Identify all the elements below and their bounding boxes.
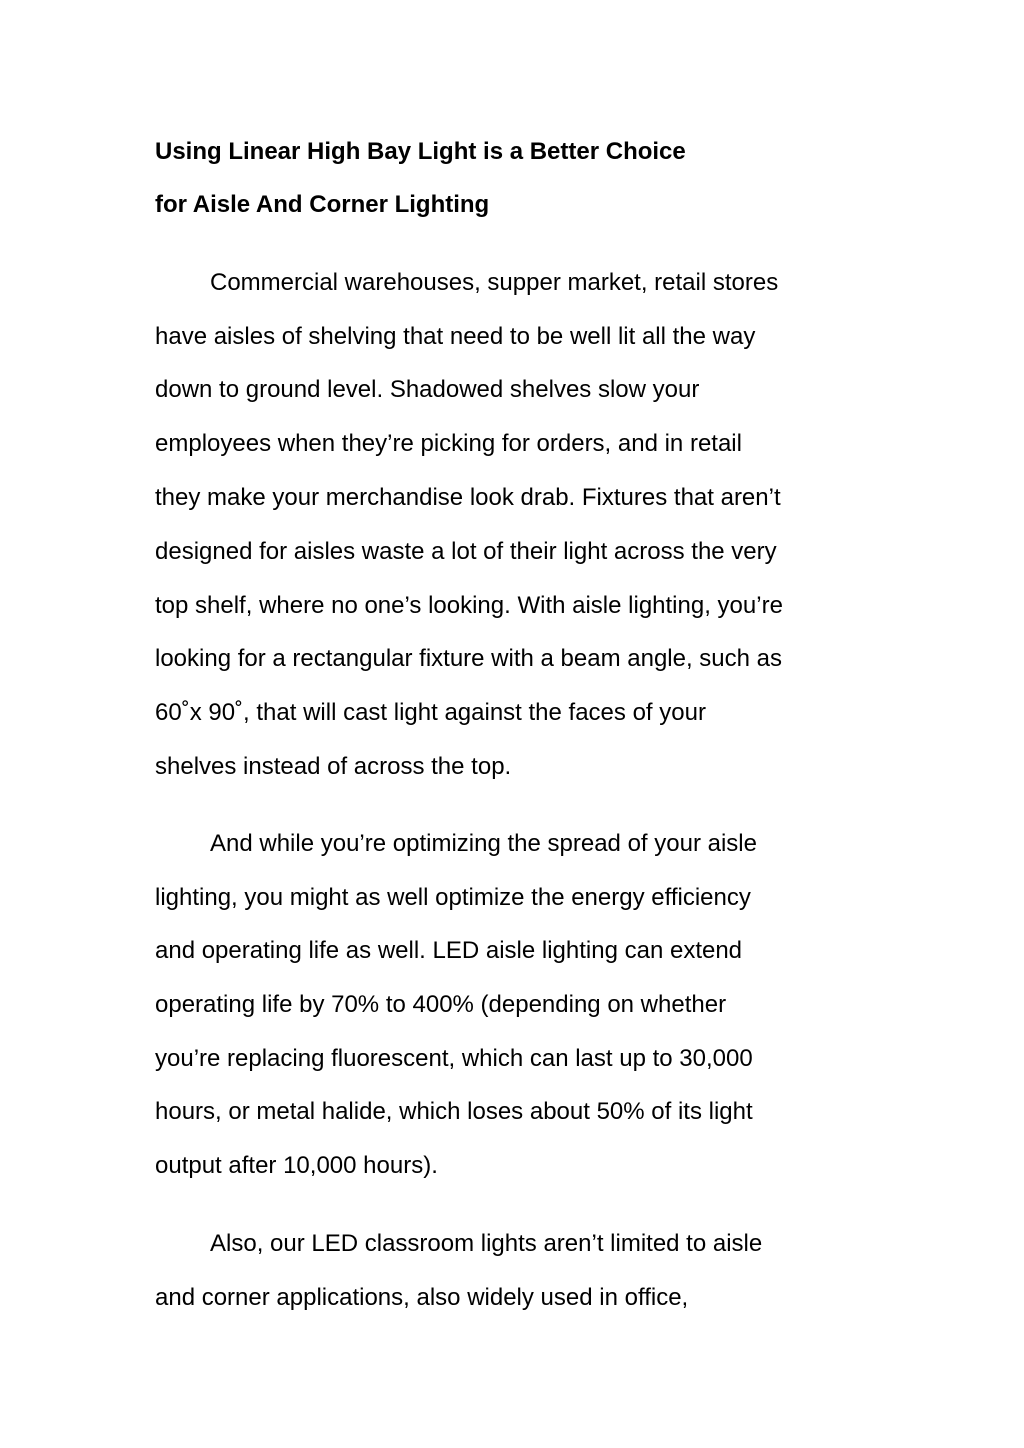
paragraph-line: have aisles of shelving that need to be well lit all the way	[155, 323, 756, 350]
paragraph-line: looking for a rectangular fixture with a beam angle, such as	[155, 645, 783, 672]
paragraph-line: down to ground level. Shadowed shelves slow your	[155, 376, 700, 403]
paragraph-line: top shelf, where no one’s looking. With aisle lighting, you’re	[155, 592, 783, 619]
paragraph-line: And while you’re optimizing the spread of your aisle	[210, 830, 757, 857]
paragraph-line: shelves instead of across the top.	[155, 753, 512, 780]
paragraph-line: output after 10,000 hours).	[155, 1152, 438, 1179]
paragraph-line: employees when they’re picking for orders, and in retail	[155, 430, 742, 457]
paragraph-line: designed for aisles waste a lot of their light across the very	[155, 538, 777, 565]
paragraph-line: hours, or metal halide, which loses about 50% of its light	[155, 1098, 753, 1125]
paragraph-line: Also, our LED classroom lights aren’t limited to aisle	[210, 1230, 763, 1257]
paragraph-line: you’re replacing fluorescent, which can last up to 30,000	[155, 1045, 753, 1072]
paragraph-line: 60˚x 90˚, that will cast light against the faces of your	[155, 699, 706, 726]
document-title-line-2: for Aisle And Corner Lighting	[155, 191, 490, 218]
paragraph-line: and corner applications, also widely used in office,	[155, 1284, 689, 1311]
paragraph-line: Commercial warehouses, supper market, retail stores	[210, 269, 779, 296]
paragraph-line: and operating life as well. LED aisle lighting can extend	[155, 937, 743, 964]
document-title-line-1: Using Linear High Bay Light is a Better Choice	[155, 138, 686, 165]
paragraph-line: they make your merchandise look drab. Fixtures that aren’t	[155, 484, 781, 511]
paragraph-line: lighting, you might as well optimize the energy efficiency	[155, 884, 751, 911]
paragraph-line: operating life by 70% to 400% (depending on whether	[155, 991, 727, 1018]
